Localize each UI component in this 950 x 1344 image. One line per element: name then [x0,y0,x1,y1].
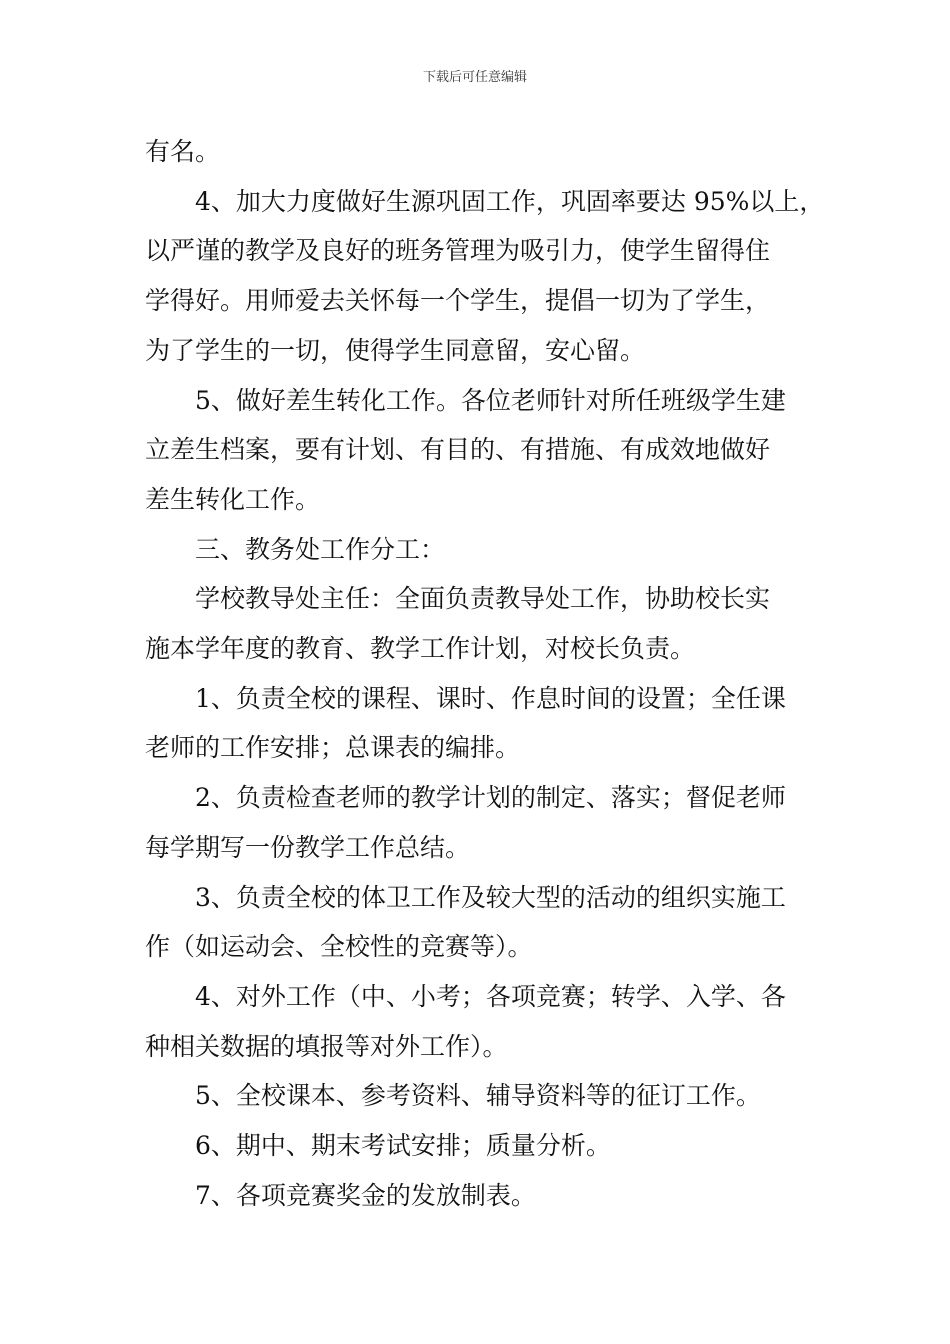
text-line: 4、对外工作（中、小考；各项竞赛；转学、入学、各 [195,981,786,1011]
text-line: 5、全校课本、参考资料、辅导资料等的征订工作。 [195,1081,761,1111]
text-line: 每学期写一份教学工作总结。 [145,832,471,862]
text-line: 施本学年度的教育、教学工作计划，对校长负责。 [145,634,696,664]
text-line: 4、加大力度做好生源巩固工作，巩固率要达 95%以上， [195,186,825,216]
text-line: 7、各项竞赛奖金的发放制表。 [195,1180,536,1210]
text-line: 三、教务处工作分工： [195,534,446,564]
text-line: 种相关数据的填报等对外工作）。 [145,1031,508,1061]
text-line: 2、负责检查老师的教学计划的制定、落实；督促老师 [195,783,786,813]
text-line: 老师的工作安排；总课表的编排。 [145,733,521,763]
text-line: 为了学生的一切，使得学生同意留，安心留。 [145,335,646,365]
text-line: 差生转化工作。 [145,484,321,514]
text-line: 立差生档案，要有计划、有目的、有措施、有成效地做好 [145,435,771,465]
text-line: 1、负责全校的课程、课时、作息时间的设置；全任课 [195,683,786,713]
text-line: 6、期中、期末考试安排；质量分析。 [195,1131,611,1161]
text-line: 学得好。用师爱去关怀每一个学生，提倡一切为了学生， [145,286,771,316]
text-line: 学校教导处主任：全面负责教导处工作，协助校长实 [195,584,771,614]
text-line: 作（如运动会、全校性的竞赛等）。 [145,932,533,962]
text-line: 有名。 [145,137,221,166]
page-header: 下载后可任意编辑 [422,70,527,85]
text-line: 3、负责全校的体卫工作及较大型的活动的组织实施工 [195,882,786,912]
text-line: 5、做好差生转化工作。各位老师针对所任班级学生建 [195,385,786,415]
document-body [145,127,825,1220]
text-line: 以严谨的教学及良好的班务管理为吸引力，使学生留得住 [145,236,771,266]
